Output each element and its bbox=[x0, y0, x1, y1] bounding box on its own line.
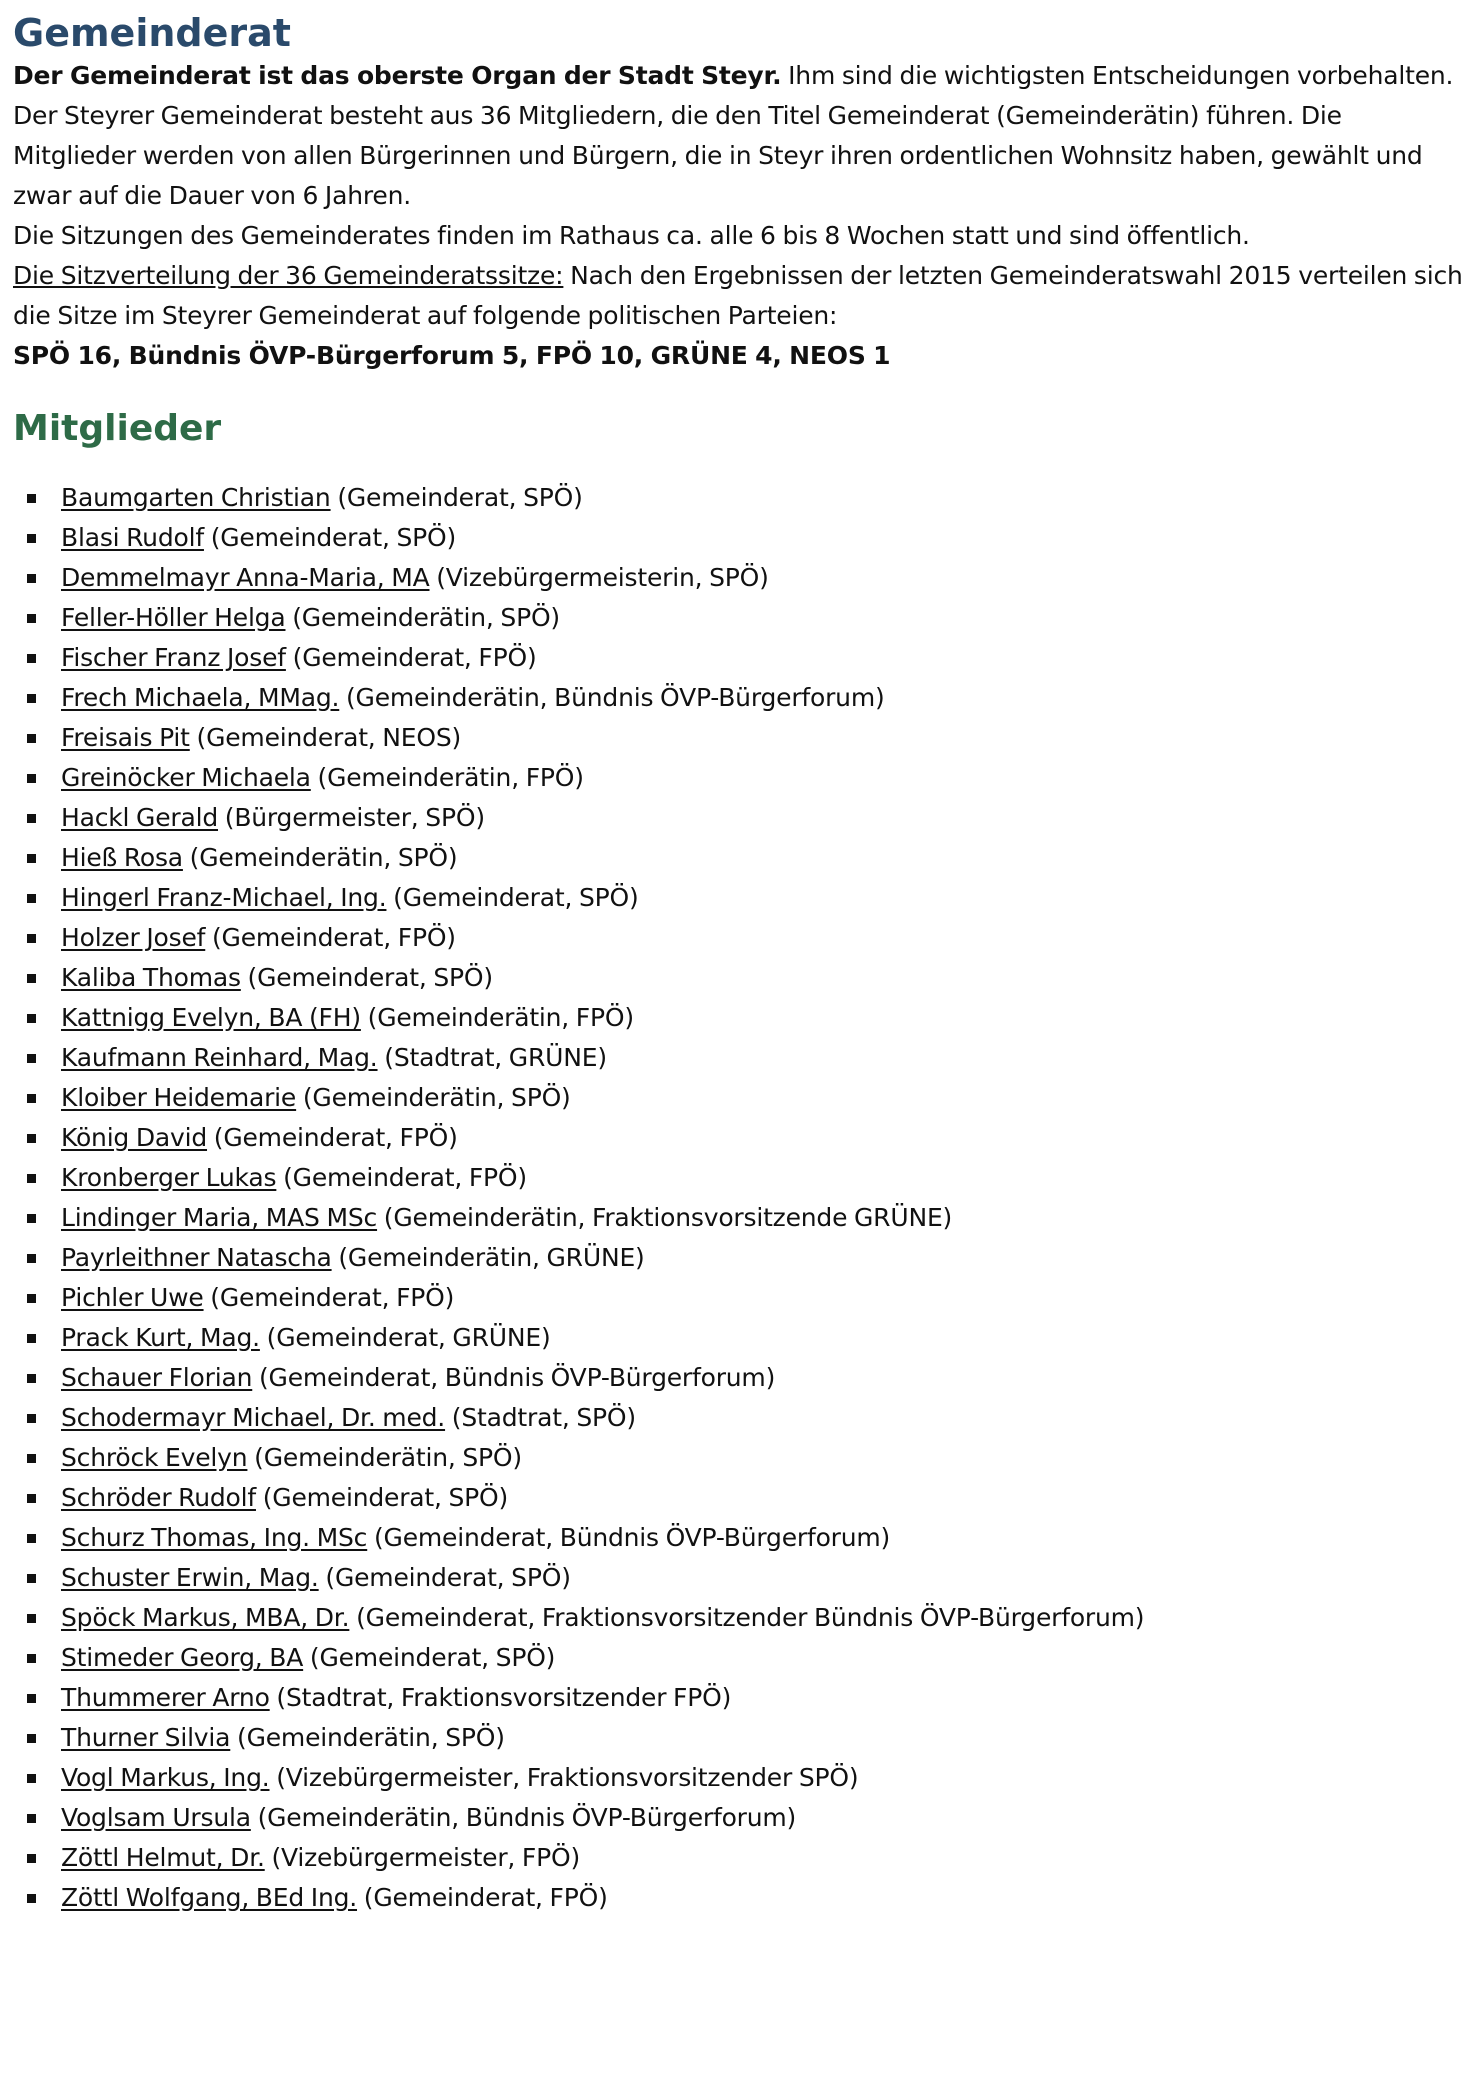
member-role: (Gemeinderat, FPÖ) bbox=[207, 1123, 458, 1152]
member-name-link[interactable]: Zöttl Helmut, Dr. bbox=[61, 1843, 265, 1872]
member-role: (Gemeinderätin, SPÖ) bbox=[182, 843, 458, 872]
member-role: (Gemeinderat, FPÖ) bbox=[205, 923, 456, 952]
member-role: (Gemeinderätin, FPÖ) bbox=[310, 763, 584, 792]
member-item bbox=[27, 958, 1463, 998]
member-item bbox=[27, 1838, 1463, 1878]
member-role: (Gemeinderat, FPÖ) bbox=[276, 1163, 527, 1192]
member-item bbox=[27, 1558, 1463, 1598]
member-item bbox=[27, 638, 1463, 678]
member-role: (Gemeinderat, SPÖ) bbox=[330, 483, 583, 512]
member-item bbox=[27, 678, 1463, 718]
member-item bbox=[27, 1758, 1463, 1798]
member-name-link[interactable]: Hieß Rosa bbox=[61, 843, 183, 872]
member-name-link[interactable]: Hingerl Franz-Michael, Ing. bbox=[61, 883, 387, 912]
member-role: (Stadtrat, GRÜNE) bbox=[377, 1043, 607, 1072]
square-bullet-icon bbox=[27, 494, 36, 503]
member-name-link[interactable]: Zöttl Wolfgang, BEd Ing. bbox=[61, 1883, 358, 1912]
square-bullet-icon bbox=[27, 1174, 36, 1183]
square-bullet-icon bbox=[27, 1214, 36, 1223]
intro-paragraph bbox=[13, 56, 1463, 96]
member-name-link[interactable]: Prack Kurt, Mag. bbox=[61, 1323, 260, 1352]
member-name-link[interactable]: Frech Michaela, MMag. bbox=[61, 683, 340, 712]
member-item bbox=[27, 558, 1463, 598]
square-bullet-icon bbox=[27, 814, 36, 823]
member-role: (Vizebürgermeisterin, SPÖ) bbox=[429, 563, 769, 592]
member-item bbox=[27, 1478, 1463, 1518]
member-item bbox=[27, 718, 1463, 758]
member-role: (Gemeinderat, FPÖ) bbox=[285, 643, 537, 672]
member-role: (Gemeinderätin, SPÖ) bbox=[230, 1723, 505, 1752]
square-bullet-icon bbox=[27, 1334, 36, 1343]
member-name-link[interactable]: Kronberger Lukas bbox=[61, 1163, 277, 1192]
member-item bbox=[27, 1198, 1463, 1238]
member-item bbox=[27, 798, 1463, 838]
member-name-link[interactable]: König David bbox=[61, 1123, 208, 1152]
member-role: (Gemeinderätin, FPÖ) bbox=[360, 1003, 634, 1032]
member-item bbox=[27, 878, 1463, 918]
member-name-link[interactable]: Blasi Rudolf bbox=[61, 523, 204, 552]
member-item bbox=[27, 1878, 1463, 1918]
square-bullet-icon bbox=[27, 1774, 36, 1783]
member-item bbox=[27, 998, 1463, 1038]
member-role: (Gemeinderätin, SPÖ) bbox=[296, 1083, 571, 1112]
member-name-link[interactable]: Schröck Evelyn bbox=[61, 1443, 248, 1472]
seat-summary: SPÖ 16, Bündnis ÖVP-Bürgerforum 5, FPÖ 10, GRÜNE 4, NEOS 1 bbox=[13, 341, 891, 370]
member-name-link[interactable]: Schröder Rudolf bbox=[61, 1483, 256, 1512]
member-role: (Bürgermeister, SPÖ) bbox=[218, 803, 485, 832]
member-name-link[interactable]: Schodermayr Michael, Dr. med. bbox=[61, 1403, 446, 1432]
member-item bbox=[27, 1078, 1463, 1118]
sessions-paragraph: Die Sitzungen des Gemeinderates finden im Rathaus ca. alle 6 bis 8 Wochen statt und sind öffentlich. bbox=[13, 221, 1250, 250]
square-bullet-icon bbox=[27, 1894, 36, 1903]
member-item bbox=[27, 1118, 1463, 1158]
square-bullet-icon bbox=[27, 1014, 36, 1023]
member-name-link[interactable]: Kattnigg Evelyn, BA (FH) bbox=[61, 1003, 361, 1032]
intro-lead-rest: Ihm sind die wichtigsten Entscheidungen vorbehalten. bbox=[781, 61, 1454, 90]
member-role: (Gemeinderat, FPÖ) bbox=[203, 1283, 455, 1312]
member-item bbox=[27, 1718, 1463, 1758]
member-name-link[interactable]: Pichler Uwe bbox=[61, 1283, 204, 1312]
member-list bbox=[13, 478, 1463, 1918]
square-bullet-icon bbox=[27, 1254, 36, 1263]
page-title: Gemeinderat bbox=[13, 11, 291, 55]
seat-distribution-label: Die Sitzverteilung der 36 Gemeinderatssitze: bbox=[13, 261, 564, 290]
member-name-link[interactable]: Schuster Erwin, Mag. bbox=[61, 1563, 319, 1592]
member-item bbox=[27, 1638, 1463, 1678]
member-name-link[interactable]: Stimeder Georg, BA bbox=[61, 1643, 304, 1672]
square-bullet-icon bbox=[27, 534, 36, 543]
member-role: (Gemeinderätin, SPÖ) bbox=[285, 603, 560, 632]
members-heading: Mitglieder bbox=[13, 408, 222, 449]
square-bullet-icon bbox=[27, 1854, 36, 1863]
member-item bbox=[27, 1798, 1463, 1838]
member-role: (Gemeinderätin, GRÜNE) bbox=[331, 1243, 645, 1272]
square-bullet-icon bbox=[27, 1574, 36, 1583]
square-bullet-icon bbox=[27, 894, 36, 903]
member-item bbox=[27, 1438, 1463, 1478]
member-role: (Gemeinderat, NEOS) bbox=[189, 723, 462, 752]
member-name-link[interactable]: Hackl Gerald bbox=[61, 803, 219, 832]
member-name-link[interactable]: Demmelmayr Anna-Maria, MA bbox=[61, 563, 430, 592]
member-item bbox=[27, 1038, 1463, 1078]
member-name-link[interactable]: Spöck Markus, MBA, Dr. bbox=[61, 1603, 350, 1632]
intro-bold-lead: Der Gemeinderat ist das oberste Organ der Stadt Steyr. bbox=[13, 61, 782, 90]
member-name-link[interactable]: Fischer Franz Josef bbox=[61, 643, 286, 672]
member-role: (Gemeinderat, Bündnis ÖVP-Bürgerforum) bbox=[252, 1363, 776, 1392]
member-role: (Stadtrat, Fraktionsvorsitzender FPÖ) bbox=[269, 1683, 732, 1712]
square-bullet-icon bbox=[27, 1454, 36, 1463]
member-item bbox=[27, 918, 1463, 958]
square-bullet-icon bbox=[27, 934, 36, 943]
member-role: (Gemeinderat, SPÖ) bbox=[255, 1483, 509, 1512]
member-name-link[interactable]: Voglsam Ursula bbox=[61, 1803, 251, 1832]
square-bullet-icon bbox=[27, 1814, 36, 1823]
member-role: (Gemeinderat, SPÖ) bbox=[240, 963, 493, 992]
square-bullet-icon bbox=[27, 1614, 36, 1623]
member-item bbox=[27, 1358, 1463, 1398]
square-bullet-icon bbox=[27, 974, 36, 983]
square-bullet-icon bbox=[27, 1094, 36, 1103]
member-role: (Gemeinderat, SPÖ) bbox=[318, 1563, 571, 1592]
member-role: (Gemeinderätin, Fraktionsvorsitzende GRÜNE) bbox=[377, 1203, 953, 1232]
square-bullet-icon bbox=[27, 1494, 36, 1503]
member-name-link[interactable]: Feller-Höller Helga bbox=[61, 603, 286, 632]
member-name-link[interactable]: Kloiber Heidemarie bbox=[61, 1083, 297, 1112]
square-bullet-icon bbox=[27, 1534, 36, 1543]
square-bullet-icon bbox=[27, 614, 36, 623]
square-bullet-icon bbox=[27, 1734, 36, 1743]
member-name-link[interactable]: Vogl Markus, Ing. bbox=[61, 1763, 270, 1792]
member-name-link[interactable]: Thummerer Arno bbox=[61, 1683, 270, 1712]
member-role: (Gemeinderat, Fraktionsvorsitzender Bündnis ÖVP-Bürgerforum) bbox=[349, 1603, 1145, 1632]
square-bullet-icon bbox=[27, 734, 36, 743]
member-role: (Gemeinderätin, Bündnis ÖVP-Bürgerforum) bbox=[250, 1803, 797, 1832]
member-role: (Stadtrat, SPÖ) bbox=[445, 1403, 636, 1432]
square-bullet-icon bbox=[27, 1414, 36, 1423]
member-item bbox=[27, 1278, 1463, 1318]
member-role: (Gemeinderat, Bündnis ÖVP-Bürgerforum) bbox=[367, 1523, 891, 1552]
member-name-link[interactable]: Baumgarten Christian bbox=[61, 483, 331, 512]
square-bullet-icon bbox=[27, 694, 36, 703]
member-name-link[interactable]: Holzer Josef bbox=[61, 923, 206, 952]
member-name-link[interactable]: Thurner Silvia bbox=[61, 1723, 231, 1752]
member-item bbox=[27, 1238, 1463, 1278]
member-item bbox=[27, 1158, 1463, 1198]
member-name-link[interactable]: Freisais Pit bbox=[61, 723, 190, 752]
square-bullet-icon bbox=[27, 1054, 36, 1063]
member-name-link[interactable]: Lindinger Maria, MAS MSc bbox=[61, 1203, 378, 1232]
member-item bbox=[27, 1518, 1463, 1558]
member-role: (Gemeinderat, SPÖ) bbox=[203, 523, 457, 552]
member-name-link[interactable]: Schurz Thomas, Ing. MSc bbox=[61, 1523, 368, 1552]
square-bullet-icon bbox=[27, 1654, 36, 1663]
member-role: (Gemeinderätin, SPÖ) bbox=[247, 1443, 522, 1472]
square-bullet-icon bbox=[27, 1134, 36, 1143]
member-item bbox=[27, 1318, 1463, 1358]
member-role: (Vizebürgermeister, FPÖ) bbox=[264, 1843, 581, 1872]
member-role: (Vizebürgermeister, Fraktionsvorsitzender SPÖ) bbox=[269, 1763, 859, 1792]
square-bullet-icon bbox=[27, 574, 36, 583]
square-bullet-icon bbox=[27, 854, 36, 863]
square-bullet-icon bbox=[27, 1694, 36, 1703]
member-role: (Gemeinderätin, Bündnis ÖVP-Bürgerforum) bbox=[339, 683, 885, 712]
seat-distribution-text: Nach den Ergebnissen der letzten Gemeinderatswahl 2015 verteilen sich die Sitze im Steyrer Gemeinderat auf folgende politischen Parteien: bbox=[13, 261, 1463, 330]
member-item bbox=[27, 1598, 1463, 1638]
member-item bbox=[27, 478, 1463, 518]
member-item bbox=[27, 518, 1463, 558]
member-role: (Gemeinderat, SPÖ) bbox=[303, 1643, 556, 1672]
member-item bbox=[27, 1398, 1463, 1438]
member-role: (Gemeinderat, FPÖ) bbox=[357, 1883, 608, 1912]
square-bullet-icon bbox=[27, 1294, 36, 1303]
member-item bbox=[27, 598, 1463, 638]
seat-distribution-paragraph bbox=[13, 256, 1463, 336]
member-item bbox=[27, 758, 1463, 798]
member-role: (Gemeinderat, SPÖ) bbox=[386, 883, 639, 912]
member-name-link[interactable]: Payrleithner Natascha bbox=[61, 1243, 332, 1272]
member-role: (Gemeinderat, GRÜNE) bbox=[259, 1323, 551, 1352]
member-name-link[interactable]: Kaliba Thomas bbox=[61, 963, 241, 992]
square-bullet-icon bbox=[27, 654, 36, 663]
member-name-link[interactable]: Greinöcker Michaela bbox=[61, 763, 311, 792]
member-name-link[interactable]: Kaufmann Reinhard, Mag. bbox=[61, 1043, 378, 1072]
member-item bbox=[27, 838, 1463, 878]
square-bullet-icon bbox=[27, 774, 36, 783]
square-bullet-icon bbox=[27, 1374, 36, 1383]
member-name-link[interactable]: Schauer Florian bbox=[61, 1363, 253, 1392]
composition-paragraph: Der Steyrer Gemeinderat besteht aus 36 Mitgliedern, die den Titel Gemeinderat (Gemeinderätin) führen. Die Mitglieder werden von allen Bürgerinnen und Bürgern, die in Steyr ihren ordentlichen Wohnsitz haben, gewählt und zwar auf die Dauer von 6 Jahren. bbox=[13, 101, 1423, 210]
member-item bbox=[27, 1678, 1463, 1718]
